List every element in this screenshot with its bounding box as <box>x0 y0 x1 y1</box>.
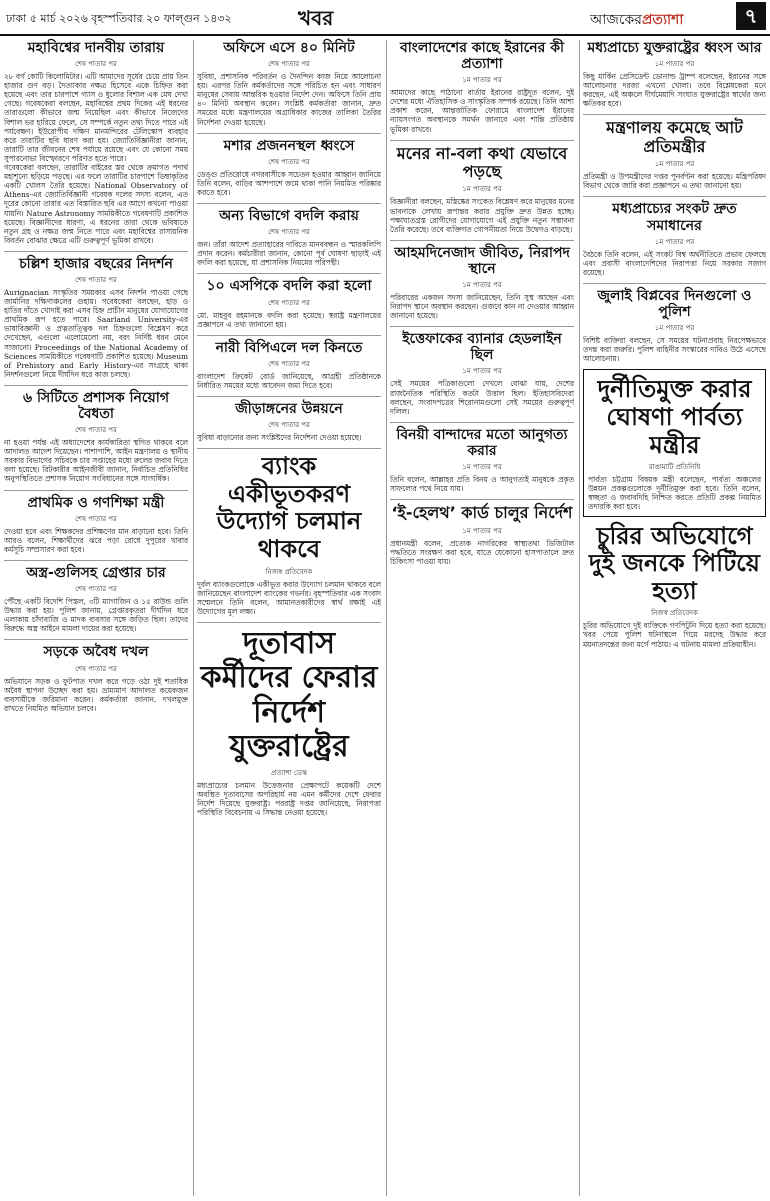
headline: জুলাই বিপ্লবের দিনগুলো ও পুলিশ <box>597 287 752 320</box>
article-body: অভিযানে সড়ক ও ফুটপাত দখল করে গড়ে ওঠা দুই শতাধিক অবৈধ স্থাপনা উচ্ছেদ করা হয়। ভ্রাম্যমাণ আদালত কয়েকজন ব্যবসায়ীকে জরিমানা করেন। কর্মকর্তারা জানান, দখলমুক্ত রাখতে নিয়মিত অভিযান চলবে। <box>4 676 188 713</box>
article-body: সেই সময়ের পত্রিকাগুলো দেখলে বোঝা যায়, দেশের রাজনৈতিক পরিস্থিতি কতটা উত্তাল ছিল। ইতিহাসবিদেরা বলছেন, সংবাদপত্রের শিরোনামগুলো সেই সময়ের গুরুত্বপূর্ণ দলিল। <box>390 379 574 416</box>
column-divider <box>193 40 194 1196</box>
article-body: চুরির অভিযোগে দুই ব্যক্তিকে গণপিটুনি দিয়ে হত্যা করা হয়েছে। খবর পেয়ে পুলিশ ঘটনাস্থলে গিয়ে মরদেহ উদ্ধার করে ময়নাতদন্তের জন্য মর্গে পাঠায়। এ ঘটনায় মামলা প্রক্রিয়াধীন। <box>583 621 766 649</box>
dateline: ১ম পাতার পর <box>462 526 502 535</box>
article-body: জন। তাঁরা আদেশ প্রত্যাহারের দাবিতে মানববন্ধন ও স্মারকলিপি প্রদান করেন। কর্মচারীরা জানান, কোনো পূর্ব ঘোষণা ছাড়াই এই বদলি করা হয়েছে, যা প্রশাসনিক নিয়মের পরিপন্থী। <box>197 240 381 268</box>
newspaper-logo <box>590 8 683 32</box>
article <box>390 427 574 493</box>
article-body: মো. মাহবুব রহমানকে বদলি করা হয়েছে। স্বরাষ্ট্র মন্ত্রণালয়ের প্রজ্ঞাপনে এ তথ্য জানানো হয়। <box>197 310 381 329</box>
headline: সড়কে অবৈধ দখল <box>43 644 149 661</box>
headline: ‘ই-হেলথ’ কার্ড চালুর নির্দেশ <box>391 503 573 523</box>
article <box>4 390 188 484</box>
article-body: তিনি বলেন, আল্লাহর প্রতি বিনয় ও আনুগত্যই মানুষকে প্রকৃত সাফল্যের পথে নিয়ে যায়। <box>390 475 574 494</box>
article <box>197 627 381 817</box>
article-body: বিশিষ্ট ব্যক্তিরা বলছেন, সে সময়ের ঘটনাপ্রবাহ নিরপেক্ষভাবে তদন্ত করা জরুরি। পুলিশ বাহিনীর সংস্কারের দাবিও উঠে এসেছে আলোচনায়। <box>583 336 766 364</box>
dateline: ১ম পাতার পর <box>654 60 695 69</box>
dateline: শেষ পাতার পর <box>268 298 310 307</box>
article <box>197 453 381 616</box>
article <box>197 40 381 127</box>
article-body: পরিবারের একজন সদস্য জানিয়েছেন, তিনি সুস্থ আছেন এবং নিরাপদ স্থানে অবস্থান করছেন। গুজবে কান না দেওয়ার আহ্বান জানানো হয়েছে। <box>390 293 574 321</box>
article <box>4 495 188 554</box>
dateline: শেষ পাতার পর <box>75 514 117 523</box>
column-divider <box>386 40 387 1196</box>
headline: আহমদিনেজাদ জীবিত, নিরাপদ স্থানে <box>394 244 570 277</box>
article <box>583 40 766 108</box>
column-1 <box>4 38 188 1198</box>
header-rule <box>0 34 770 36</box>
article-body: ডেঙ্গু প্রতিরোধে নগরবাসীকে সচেতন হওয়ার আহ্বান জানিয়ে তিনি বলেন, বাড়ির আশপাশে জমে থাকা পানি নিয়মিত পরিষ্কার করতে হবে। <box>197 169 381 197</box>
logo-part2: প্রত্যাশা <box>641 12 684 28</box>
article-body: বাংলাদেশ ক্রিকেট বোর্ড জানিয়েছে, আগ্রহী প্রতিষ্ঠানকে নির্ধারিত সময়ের মধ্যে আবেদন জমা দিতে হবে। <box>197 371 381 390</box>
article <box>4 644 188 712</box>
dateline: শেষ পাতার পর <box>75 275 117 284</box>
headline: মনের না-বলা কথা যেভাবে পড়ছে <box>396 143 568 182</box>
article <box>390 245 574 320</box>
article-body: প্রতিমন্ত্রী ও উপমন্ত্রীদের দপ্তর পুনর্বণ্টন করা হয়েছে। মন্ত্রিপরিষদ বিভাগ থেকে জারি করা প্রজ্ঞাপনে এ তথ্য জানানো হয়। <box>583 172 766 191</box>
dateline: নিজস্ব প্রতিবেদক <box>651 609 698 618</box>
article-body: মধ্যপ্রাচ্যের চলমান উত্তেজনার প্রেক্ষাপটে কয়েকটি দেশে অবস্থিত দূতাবাসের অপরিহার্য নয় এমন কর্মীদের দেশে ফেরার নির্দেশ দিয়েছে যুক্তরাষ্ট্র। পররাষ্ট্র দপ্তর জানিয়েছে, নিরাপত্তা পরিস্থিতি বিবেচনায় এ সিদ্ধান্ত নেওয়া হয়েছে। <box>197 780 381 818</box>
headline: মধ্যপ্রাচ্যের সংকট দ্রুত সমাধানের <box>612 201 737 234</box>
dateline: ১ম পাতার পর <box>654 160 695 169</box>
article-body: Aurignacian সংস্কৃতির সময়কার এসব নিদর্শন পাওয়া গেছে জার্মানির দক্ষিণাঞ্চলের গুহায়। গবেষকেরা বলছেন, হাড় ও হাতির দাঁতে খোদাই করা এসব চিহ্ন প্রাচীন মানুষের যোগাযোগের প্রাথমিক রূপ হতে পারে। Saarland University-এর ভাষাবিজ্ঞানী ও প্রত্নতাত্ত্বিক দল চিহ্নগুলো বিশ্লেষণ করে দেখেছেন, এগুলো এলোমেলো নয়, বরং নির্দিষ্ট ধরন মেনে সাজানো। Proceedings of the National Academy of Sciences সাময়িকীতে গবেষণাটি প্রকাশিত হয়েছে। Museum of Prehistory and Early History-এর সংগ্রহে থাকা নিদর্শনগুলো নিয়ে দীর্ঘদিন ধরে কাজ চলছে। <box>4 287 188 379</box>
article-body: প্রধানমন্ত্রী বলেন, প্রত্যেক নাগরিকের স্বাস্থ্যতথ্য ডিজিটাল পদ্ধতিতে সংরক্ষণ করা হবে, যাতে যেকোনো হাসপাতালে দ্রুত চিকিৎসা পাওয়া যায়। <box>390 538 574 566</box>
dateline: শেষ পাতার পর <box>268 157 310 166</box>
article-body: গবেষকেরা বলছেন, তারাটির বাইরের স্তর থেকে ক্রমাগত পদার্থ মহাশূন্যে ছড়িয়ে পড়ছে। এর ফলে তারাটির চারপাশে ডিম্বাকৃতির একটি খোলস তৈরি হয়েছে। National Observatory of Athens-এর জ্যোতির্বিজ্ঞানী গবেষক দলের সদস্য বলেন, এত দূরের কোনো তারার এত বিস্তারিত ছবি এর আগে কখনো পাওয়া যায়নি। Nature Astronomy সাময়িকীতে গবেষণাটি প্রকাশিত হয়েছে। বিজ্ঞানীদের ধারণা, এ ধরনের তারা থেকে ভবিষ্যতে নতুন গ্রহ ও নক্ষত্র জন্ম নিতে পারে এবং মহাবিশ্বের রাসায়নিক বিবর্তন বোঝার ক্ষেত্রে এটি গুরুত্বপূর্ণ ভূমিকা রাখবে। <box>4 163 188 245</box>
headline: অফিসে এসে ৪০ মিনিট <box>223 40 355 56</box>
page-number: ৭ <box>736 2 766 30</box>
column-4 <box>583 38 766 1198</box>
article <box>197 401 381 442</box>
article-body: বৈঠকে তিনি বলেন, এই সংকট বিশ্ব অর্থনীতিতে প্রভাব ফেলছে এবং প্রবাসী বাংলাদেশিদের নিরাপত্তা নিয়ে সরকার সজাগ রয়েছে। <box>583 249 766 277</box>
headline: অস্ত্র-গুলিসহ গ্রেপ্তার চার <box>26 564 166 581</box>
article-body: কিছু মার্কিন প্রেসিডেন্ট ডোনাল্ড ট্রাম্প বলেছেন, ইরানের সঙ্গে আলোচনার দরজা এখনো খোলা। তবে বিশ্লেষকেরা মনে করছেন, এই অঞ্চলে দীর্ঘমেয়াদি সংঘাত যুক্তরাষ্ট্রের স্বার্থের জন্য ক্ষতিকর হবে। <box>583 72 766 109</box>
article <box>583 523 766 649</box>
headline: দুর্নীতিমুক্ত করার ঘোষণা পার্বত্য মন্ত্রীর <box>597 375 752 459</box>
dateline: নিজস্ব প্রতিবেদক <box>265 567 313 576</box>
headline: ১০ এসপিকে বদলি করা হলো <box>206 278 372 295</box>
article <box>4 256 188 379</box>
headline: মহাবিশ্বের দানবীয় তারায় <box>27 40 165 56</box>
headline: বাংলাদেশের কাছে ইরানের কী প্রত্যাশা <box>399 40 565 73</box>
column-2 <box>197 38 381 1198</box>
dateline: শেষ পাতার পর <box>75 426 117 435</box>
logo-part1: আজকের <box>590 12 642 28</box>
article <box>197 138 381 197</box>
article-body: ২৮ বর্গ কোটি কিলোমিটার। এটি আমাদের সূর্যের চেয়ে প্রায় তিন হাজার গুণ বড়। দৈত্যাকার নক্ষত্র হিসেবে একে চিহ্নিত করা হয়েছে এবং তার চারপাশে গ্যাস ও ধুলোর বিশাল এক মেঘ দেখা গেছে। গবেষকেরা বলছেন, মহাবিশ্বের প্রথম দিকের এই ধরনের তারাগুলো কীভাবে জন্ম নিয়েছিল এবং কীভাবে নিজেদের বিশাল ভর হারিয়ে ফেলে, সে সম্পর্কে নতুন তথ্য দিতে পারে এই পর্যবেক্ষণ। ইউরোপীয় দক্ষিণ মানমন্দিরের টেলিস্কোপ ব্যবহার করে তারাটির ছবি ধারণ করা হয়। জ্যোতির্বিজ্ঞানীরা জানান, তারাটি তার জীবনের শেষ পর্যায়ে রয়েছে এবং যে কোনো সময় সুপারনোভা বিস্ফোরণে পরিণত হতে পারে। <box>4 72 188 163</box>
dateline: শেষ পাতার পর <box>268 228 310 237</box>
article-body: না হওয়া পর্যন্ত এই অধ্যাদেশের কার্যকারিতা স্থগিত থাকবে বলে আদালত আদেশ দিয়েছেন। পাশাপাশি, আইন মন্ত্রণালয় ও স্থানীয় সরকার বিভাগের সচিবকে চার সপ্তাহের মধ্যে রুলের জবাব দিতে বলা হয়েছে। রিটকারীর আইনজীবী জানান, নির্বাচিত প্রতিনিধির অনুপস্থিতিতে প্রশাসক নিয়োগ সংবিধানের সঙ্গে সাংঘর্ষিক। <box>4 438 188 484</box>
article <box>583 119 766 190</box>
article <box>197 208 381 267</box>
article <box>390 40 574 134</box>
dateline: ১ম পাতার পর <box>462 76 502 85</box>
headline: বিনয়ী বান্দাদের মতো আনুগত্য করার <box>396 426 568 459</box>
article <box>390 331 574 416</box>
boxed-article <box>583 369 766 516</box>
dateline: ১ম পাতার পর <box>462 281 502 289</box>
dateline: শেষ পাতার পর <box>268 60 310 69</box>
article <box>197 278 381 328</box>
headline: অন্য বিভাগে বদলি করায় <box>219 208 359 225</box>
dateline: শেষ পাতার পর <box>268 421 310 430</box>
headline: দূতাবাস কর্মীদের ফেরার নির্দেশ যুক্তরাষ্ট্রের <box>200 625 378 765</box>
dateline: শেষ পাতার পর <box>75 60 117 69</box>
article <box>4 40 188 245</box>
article-body: দেওয়া হবে এবং শিক্ষকদের প্রশিক্ষণের মান বাড়ানো হবে। তিনি আরও বলেন, শিক্ষার্থীদের ঝরে পড়া রোধে দুপুরের খাবার কর্মসূচি সম্প্রসারণ করা হবে। <box>4 526 188 554</box>
masthead <box>0 0 770 34</box>
dateline: ১ম পাতার পর <box>654 324 695 333</box>
headline: নারী বিপিএলে দল কিনতে <box>215 339 363 356</box>
column-divider <box>579 40 580 1196</box>
article <box>4 565 188 633</box>
headline: ৬ সিটিতে প্রশাসক নিয়োগ বৈধতা <box>22 389 170 422</box>
headline: মন্ত্রণালয় কমেছে আট প্রতিমন্ত্রীর <box>606 118 743 156</box>
section-title: খবর <box>298 6 334 30</box>
headline: চল্লিশ হাজার বছরের নিদর্শন <box>19 255 173 272</box>
headline: মশার প্রজননস্থল ধ্বংসে <box>223 137 355 154</box>
dateline: ১ম পাতার পর <box>462 463 502 472</box>
dateline: শেষ পাতার পর <box>268 359 310 368</box>
headline: চুরির অভিযোগে দুই জনকে পিটিয়ে হত্যা <box>589 521 760 605</box>
dateline: ১ম পাতার পর <box>654 237 695 246</box>
article-body: পার্বত্য চট্টগ্রাম বিষয়ক মন্ত্রী বলেছেন, পার্বত্য অঞ্চলের উন্নয়ন প্রকল্পগুলোকে দুর্নীতিমুক্ত করা হবে। তিনি বলেন, স্বচ্ছতা ও জবাবদিহি নিশ্চিত করতে প্রতিটি প্রকল্প নিয়মিত তদারকি করা হবে। <box>588 475 761 512</box>
article-body: পৌঁছে একটি বিদেশি পিস্তল, ৩টি ম্যাগাজিন ও ১৫ রাউন্ড গুলি উদ্ধার করা হয়। পুলিশ জানায়, গ্রেপ্তারকৃতরা দীর্ঘদিন ধরে এলাকায় চাঁদাবাজি ও মাদক ব্যবসার সঙ্গে জড়িত ছিল। তাদের বিরুদ্ধে অস্ত্র আইনে মামলা দায়ের করা হয়েছে। <box>4 597 188 634</box>
article <box>583 288 766 363</box>
article-body: সুবিধা, প্রশাসনিক পরিবর্তন ও দৈনন্দিন কাজ নিয়ে আলোচনা হয়। এরপর তিনি কর্মকর্তাদের সঙ্গে পরিচিত হন এবং সাধারণ মানুষের সেবায় আন্তরিক হওয়ার নির্দেশ দেন। অফিসে তিনি প্রায় ৪০ মিনিট অবস্থান করেন। সংশ্লিষ্ট কর্মকর্তারা জানান, দ্রুত সময়ের মধ্যে মন্ত্রণালয়ের অগ্রাধিকার কাজের তালিকা তৈরির নির্দেশনা দেওয়া হয়েছে। <box>197 72 381 127</box>
dateline: শেষ পাতার পর <box>75 585 117 594</box>
article <box>583 201 766 276</box>
dateline: শেষ পাতার পর <box>75 664 117 673</box>
article-body: আমাদের কাছে পাঠানো বার্তায় ইরানের রাষ্ট্রদূত বলেন, দুই দেশের মধ্যে ঐতিহাসিক ও সাংস্কৃতিক সম্পর্ক রয়েছে। তিনি আশা প্রকাশ করেন, আন্তর্জাতিক ফোরামে বাংলাদেশ ইরানের ন্যায়সংগত অবস্থানকে সমর্থন জানাবে এবং শান্তি প্রতিষ্ঠায় ভূমিকা রাখবে। <box>390 88 574 134</box>
dateline: প্রত্যাশা ডেস্ক <box>271 768 307 777</box>
headline: জীড়াঙ্গনের উন্নয়নে <box>235 400 343 417</box>
article-body: দুর্বল ব্যাংকগুলোকে একীভূত করার উদ্যোগ চলমান থাকবে বলে জানিয়েছেন বাংলাদেশ ব্যাংকের গভর্নর। বৃহস্পতিবার এক সংবাদ সম্মেলনে তিনি বলেন, আমানতকারীদের স্বার্থ রক্ষাই এই উদ্যোগের মূল লক্ষ্য। <box>197 579 381 616</box>
article <box>390 145 574 234</box>
dateline: ১ম পাতার পর <box>462 185 502 194</box>
headline: ইত্তেফাকের ব্যানার হেডলাইন ছিল <box>402 331 562 364</box>
article <box>390 504 574 566</box>
headline: মধ্যপ্রাচ্যে যুক্তরাষ্ট্রের ধ্বংস আর <box>587 40 762 56</box>
article <box>197 340 381 390</box>
headline: প্রাথমিক ও গণশিক্ষা মন্ত্রী <box>27 494 165 511</box>
dateline: ১ম পাতার পর <box>462 367 502 376</box>
date-line: ঢাকা ৫ মার্চ ২০২৬ বৃহস্পতিবার ২০ ফাল্গুন ১৪৩২ <box>6 12 232 25</box>
column-3 <box>390 38 574 1198</box>
article-body: সুবিধা বাড়ানোর জন্য সংশ্লিষ্টদের নির্দেশনা দেওয়া হয়েছে। <box>197 433 362 443</box>
article-body: বিজ্ঞানীরা বলছেন, মস্তিষ্কের সংকেত বিশ্লেষণ করে মানুষের মনের ভাবনাকে লেখায় রূপান্তর করার প্রযুক্তি দ্রুত উন্নত হচ্ছে। পক্ষাঘাতগ্রস্ত রোগীদের যোগাযোগে এই প্রযুক্তি নতুন সম্ভাবনা তৈরি করেছে। তবে ব্যক্তিগত গোপনীয়তা নিয়ে উদ্বেগও বাড়ছে। <box>390 197 574 234</box>
dateline: রাঙামাটি প্রতিনিধি <box>648 463 701 472</box>
headline: ব্যাংক একীভূতকরণ উদ্যোগ চলমান থাকবে <box>216 452 362 563</box>
